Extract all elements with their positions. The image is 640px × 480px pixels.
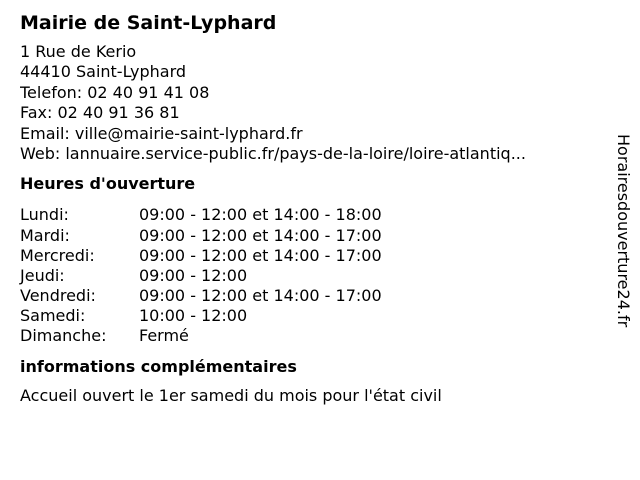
hours-time: Fermé — [139, 326, 189, 345]
site-brand-vertical: Horairesdouverture24.fr — [614, 134, 633, 328]
hours-day: Vendredi: — [20, 285, 96, 305]
hours-time: 10:00 - 12:00 — [139, 305, 248, 325]
email-line: Email: ville@mairie-saint-lyphard.fr — [20, 123, 303, 143]
hours-row-monday — [20, 205, 610, 225]
additional-info-text: Accueil ouvert le 1er samedi du mois pour l'état civil — [20, 386, 442, 406]
hours-day: Mardi: — [20, 225, 70, 245]
hours-time: 09:00 - 12:00 et 14:00 - 17:00 — [139, 225, 382, 245]
fax-line: Fax: 02 40 91 36 81 — [20, 103, 180, 123]
hours-row-wednesday — [20, 246, 610, 266]
opening-hours-heading: Heures d'ouverture — [20, 174, 196, 194]
place-card — [20, 10, 610, 406]
phone-line: Telefon: 02 40 91 41 08 — [20, 82, 210, 102]
hours-row-thursday — [20, 266, 610, 286]
page-title: Mairie de Saint-Lyphard — [20, 12, 277, 34]
hours-day: Lundi: — [20, 205, 69, 225]
hours-day: Jeudi: — [20, 265, 65, 285]
opening-hours-table — [20, 205, 610, 346]
hours-time: 09:00 - 12:00 et 14:00 - 18:00 — [139, 205, 382, 225]
hours-day: Samedi: — [20, 305, 86, 325]
hours-day: Mercredi: — [20, 245, 95, 265]
hours-row-sunday — [20, 326, 610, 346]
address-street: 1 Rue de Kerio — [20, 42, 137, 61]
hours-time: 09:00 - 12:00 — [139, 265, 248, 285]
address-city: 44410 Saint-Lyphard — [20, 62, 187, 82]
hours-row-tuesday — [20, 226, 610, 246]
hours-time: 09:00 - 12:00 et 14:00 - 17:00 — [139, 245, 382, 265]
hours-row-saturday — [20, 306, 610, 326]
hours-day: Dimanche: — [20, 326, 107, 345]
hours-time: 09:00 - 12:00 et 14:00 - 17:00 — [139, 285, 382, 305]
hours-row-friday — [20, 286, 610, 306]
web-line: Web: lannuaire.service-public.fr/pays-de-la-loire/loire-atlantiq... — [20, 144, 526, 164]
additional-info-heading: informations complémentaires — [20, 357, 297, 377]
